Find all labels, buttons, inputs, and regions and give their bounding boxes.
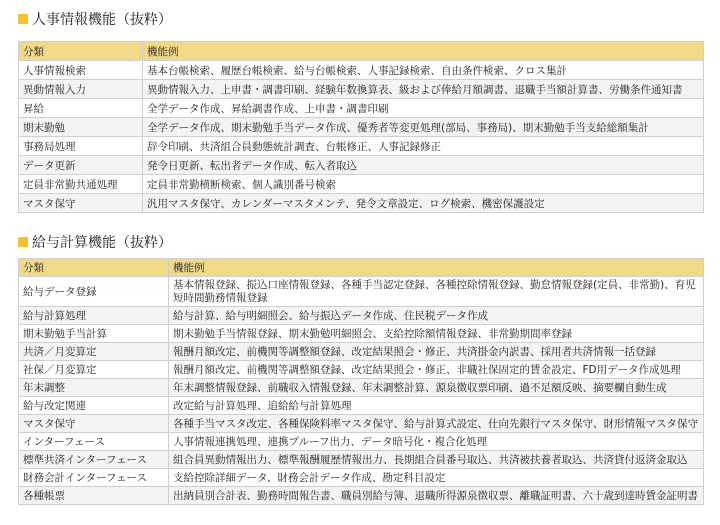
row-category: 事務局処理 (19, 137, 143, 156)
payroll-section-title-text: 給与計算機能（抜粋） (32, 235, 172, 251)
row-functions: 期末勤勉手当情報登録、期末勤勉明細照会、支給控除額情報登録、非常勤期間率登録 (169, 325, 704, 343)
row-functions: 改定給与計算処理、追給給与計算処理 (169, 397, 704, 415)
row-category: 共済／月変算定 (19, 343, 169, 361)
table-row (19, 99, 704, 118)
row-category: 給与データ登録 (19, 277, 169, 307)
row-category: 標準共済インターフェース (19, 451, 169, 469)
row-functions: 全学データ作成、昇給調書作成、上申書・調書印刷 (143, 99, 704, 118)
table-row (19, 361, 704, 379)
row-functions: 辞令印刷、共済組合員動態統計調査、台帳修正、人事記録修正 (143, 137, 704, 156)
table-row (19, 343, 704, 361)
hr-section-title (18, 10, 172, 28)
row-functions: 組合員異動情報出力、標準報酬履歴情報出力、長期組合員番号取込、共済被扶養者取込、共済貸付返済金取込 (169, 451, 704, 469)
row-functions: 汎用マスタ保守、カレンダーマスタメンテ、発令文章設定、ログ検索、機密保護設定 (143, 194, 704, 213)
header-function-examples: 機能例 (169, 259, 704, 277)
row-category: 給与計算処理 (19, 307, 169, 325)
row-category: 異動情報入力 (19, 80, 143, 99)
payroll-section-title (18, 233, 172, 251)
table-row (19, 415, 704, 433)
row-category: 年末調整 (19, 379, 169, 397)
row-functions: 全学データ作成、期末勤勉手当データ作成、優秀者等変更処理(部局、事務局)、期末勤勉手当支給総額集計 (143, 118, 704, 137)
table-row (19, 175, 704, 194)
payroll-functions-table (18, 258, 704, 505)
header-function-examples: 機能例 (143, 42, 704, 61)
row-category: 期末勤勉 (19, 118, 143, 137)
table-row (19, 118, 704, 137)
table-row (19, 325, 704, 343)
row-functions: 給与計算、給与明細照会、給与振込データ作成、住民税データ作成 (169, 307, 704, 325)
row-category: 財務会計インターフェース (19, 469, 169, 487)
table-row (19, 469, 704, 487)
table-row (19, 487, 704, 505)
hr-functions-table (18, 41, 704, 213)
table-row (19, 451, 704, 469)
row-category: 定員非常勤共通処理 (19, 175, 143, 194)
row-functions: 報酬月額改定、前機関等調整額登録、改定結果照会・修正、共済掛金内訳書、採用者共済情報一括登録 (169, 343, 704, 361)
table-row (19, 379, 704, 397)
row-category: インターフェース (19, 433, 169, 451)
row-category: 人事情報検索 (19, 61, 143, 80)
row-functions: 報酬月額改定、前機関等調整額登録、改定結果照会・修正、非職社保固定的賃金設定、FD用データ作成処理 (169, 361, 704, 379)
header-category: 分類 (19, 259, 169, 277)
row-category: マスタ保守 (19, 194, 143, 213)
row-functions: 支給控除詳細データ、財務会計データ作成、勘定科目設定 (169, 469, 704, 487)
row-functions: 人事情報連携処理、連携プルーフ出力、データ暗号化・複合化処理 (169, 433, 704, 451)
row-functions: 発令日更新、転出者データ作成、転入者取込 (143, 156, 704, 175)
table-row (19, 61, 704, 80)
table-row (19, 80, 704, 99)
table-row (19, 307, 704, 325)
row-category: 各種帳票 (19, 487, 169, 505)
bullet-square-icon (18, 14, 28, 24)
row-functions: 定員非常勤横断検索、個人識別番号検索 (143, 175, 704, 194)
hr-section-title-text: 人事情報機能（抜粋） (32, 12, 172, 28)
row-functions: 基本台帳検索、履歴台帳検索、給与台帳検索、人事記録検索、自由条件検索、クロス集計 (143, 61, 704, 80)
row-category: 給与改定関連 (19, 397, 169, 415)
row-category: 期末勤勉手当計算 (19, 325, 169, 343)
row-category: 昇給 (19, 99, 143, 118)
row-category: マスタ保守 (19, 415, 169, 433)
table-row (19, 433, 704, 451)
row-functions: 基本情報登録、振込口座情報登録、各種手当認定登録、各種控除情報登録、勤怠情報登録(定員、非常勤)、育児短時間勤務情報登録 (169, 277, 704, 307)
bullet-square-icon (18, 237, 28, 247)
row-functions: 年末調整情報登録、前職収入情報登録、年末調整計算、源泉徴収票印刷、過不足額反映、摘要欄自動生成 (169, 379, 704, 397)
header-category: 分類 (19, 42, 143, 61)
table-row (19, 137, 704, 156)
table-row (19, 156, 704, 175)
table-row (19, 397, 704, 415)
row-category: データ更新 (19, 156, 143, 175)
table-row (19, 277, 704, 307)
row-functions: 各種手当マスタ改定、各種保険料率マスタ保守、給与計算式設定、仕向先銀行マスタ保守、財形情報マスタ保守 (169, 415, 704, 433)
table-row (19, 194, 704, 213)
row-category: 社保／月変算定 (19, 361, 169, 379)
row-functions: 出納員別合計表、勤務時間報告書、職員別給与簿、退職所得源泉徴収票、離職証明書、六十歳到達時賃金証明書 (169, 487, 704, 505)
table-header-row (19, 259, 704, 277)
table-header-row (19, 42, 704, 61)
row-functions: 異動情報入力、上申書・調書印刷、経験年数換算表、級および俸給月額調書、退職手当額計算書、労働条件通知書 (143, 80, 704, 99)
